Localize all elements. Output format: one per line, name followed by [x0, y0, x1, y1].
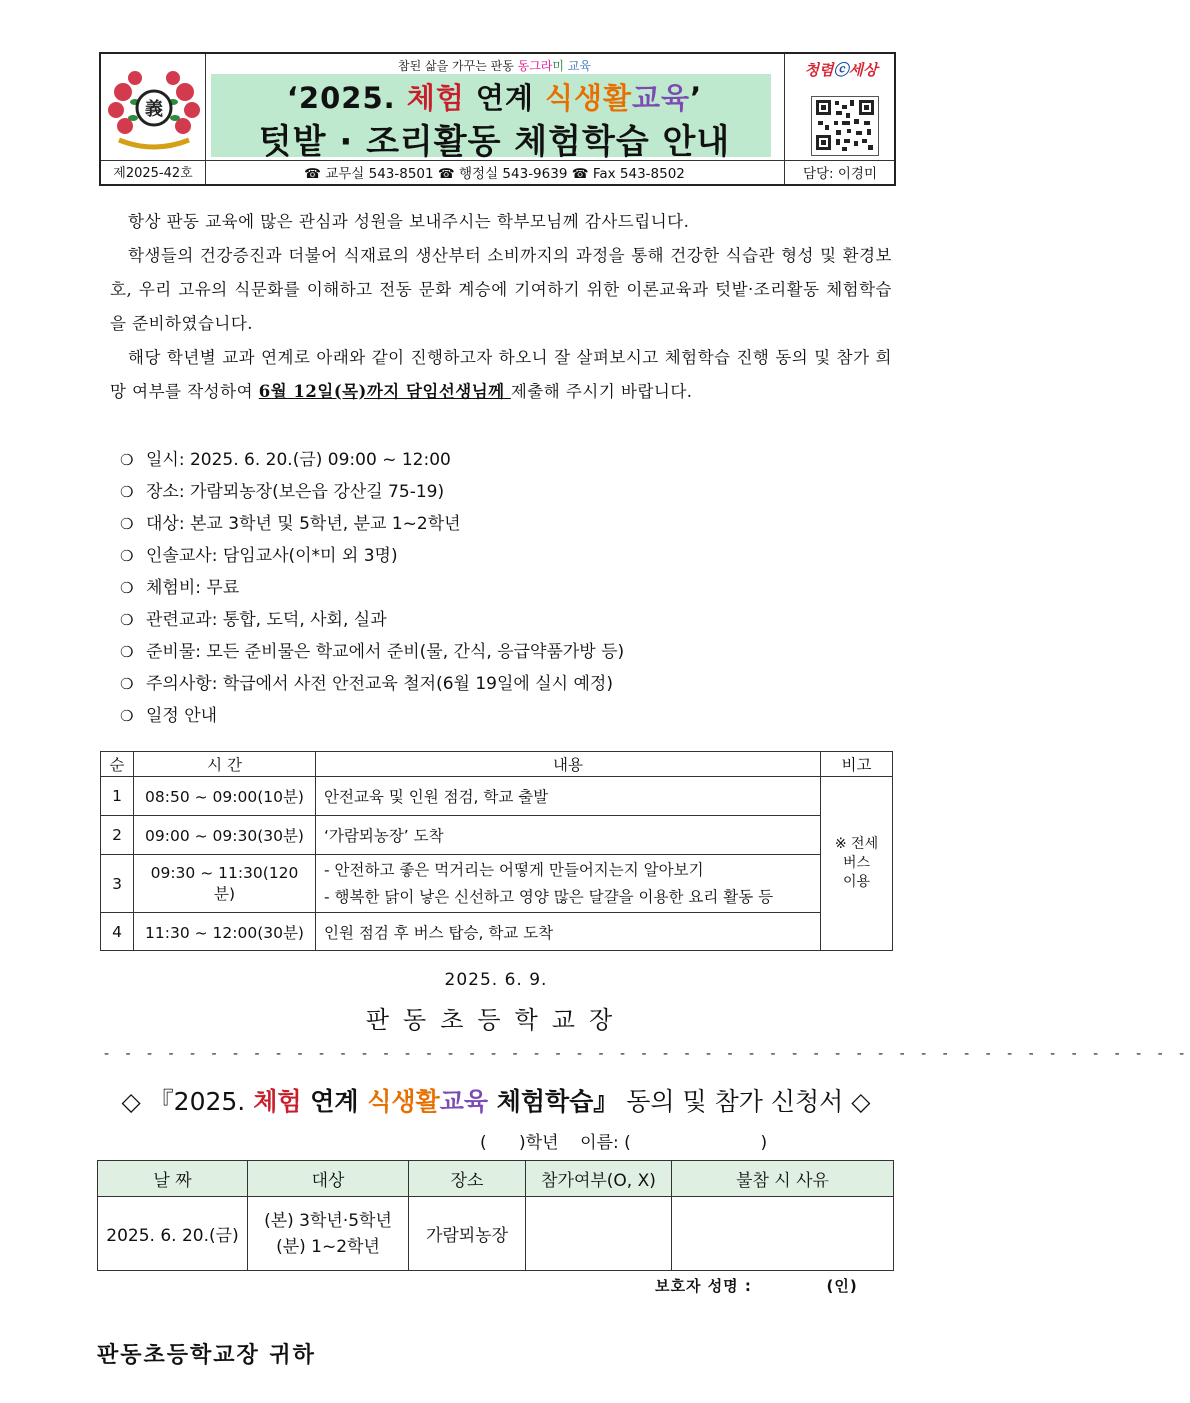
page-title: 텃밭 · 조리활동 체험학습 안내: [258, 122, 731, 162]
table-row: 2 09:00 ~ 09:30(30분) ‘가람뫼농장’ 도착: [101, 816, 893, 855]
list-item: ❍ 체험비: 무료: [120, 578, 240, 598]
reason-field[interactable]: [672, 1197, 894, 1271]
intro-text: [110, 205, 892, 409]
header-box: [99, 52, 896, 186]
slogan: 참된 삶을 가꾸는 판동 동그라미 교육: [398, 59, 591, 73]
issue-number: 제2025-42호: [113, 166, 193, 181]
title-line-1: ‘2025. 체험 연계 식생활교육’: [286, 81, 703, 115]
cut-line: - - - - - - - - - - - - - - - - - - - - - - - - - - - - - - - - - - - - - - - - - - - - - - - - - - -: [104, 1046, 1190, 1062]
table-row: 4 11:30 ~ 12:00(30분) 인원 점검 후 버스 탑승, 학교 도착: [101, 913, 893, 951]
form-title: ◇ 『2025. 체험 연계 식생활교육 체험학습』 동의 및 참가 신청서 ◇: [121, 1087, 871, 1116]
svg-text:義: 義: [145, 99, 163, 120]
table-row: 3 09:30 ~ 11:30(120분) - 안전하고 좋은 먹거리는 어떻게 만들어지는지 알아보기 - 행복한 닭이 낳은 신선하고 영양 많은 달걀을 이용한 요리 활동 등: [101, 855, 893, 913]
manager: 담당: 이경미: [802, 166, 878, 182]
paragraph-2: 학생들의 건강증진과 더불어 식재료의 생산부터 소비까지의 과정을 통해 건강한 식습관 형성 및 환경보호, 우리 고유의 식문화를 이해하고 전동 문화 계승에 기여하기 위한 이론교육과 텃밭·조리활동 체험학습을 준비하였습니다.: [110, 246, 892, 333]
guardian-signature[interactable]: 보호자 성명 : (인): [655, 1277, 858, 1295]
list-item: ❍ 장소: 가람뫼농장(보은읍 강산길 75-19): [120, 482, 445, 502]
list-item: ❍ 인솔교사: 담임교사(이*미 외 3명): [120, 546, 398, 566]
principal-title: 판동초등학교장: [365, 1006, 627, 1034]
schedule-table: 순 시 간 내용 비고 1 08:50 ~ 09:00(10분) 안전교육 및 인원 점검, 학교 출발 ※ 전세 버스 이용 2 09:00 ~ 09:30(30분) ‘가람뫼농장’ 도착 3 09:30 ~ 11:30(120분) - 안전하고 좋은 먹거리는 어떻게 만들어지는지 알아보기 - 행복한 닭이 낳은 신선하고 영양 많은 달걀을 이용한 요리 활동 등 4 11:30 ~ 12:00(30분) 인원 점검 후 버스 탑승, 학교 도착: [100, 751, 893, 951]
issue-date: 2025. 6. 9.: [444, 970, 548, 990]
list-item: ❍ 일정 안내: [120, 706, 218, 726]
contact-phones: ☎ 교무실 543-8501 ☎ 행정실 543-9639 ☎ Fax 543-8502: [304, 166, 685, 182]
table-row: 2025. 6. 20.(금) (본) 3학년·5학년 (분) 1~2학년 가람뫼농장: [98, 1197, 894, 1271]
integrity-logo: 청렴ⓒ세상: [804, 61, 878, 79]
student-info-line[interactable]: ( )학년 이름: ( ): [480, 1133, 768, 1153]
list-item: ❍ 주의사항: 학급에서 사전 안전교육 철저(6월 19일에 실시 예정): [120, 674, 613, 694]
school-emblem-icon: [105, 62, 203, 156]
table-row: 1 08:50 ~ 09:00(10분) 안전교육 및 인원 점검, 학교 출발 ※ 전세 버스 이용: [101, 777, 893, 816]
list-item: ❍ 관련교과: 통합, 도덕, 사회, 실과: [120, 610, 387, 630]
application-table: 날 짜 대상 장소 참가여부(O, X) 불참 시 사유 2025. 6. 20.(금) (본) 3학년·5학년 (분) 1~2학년 가람뫼농장: [97, 1160, 894, 1271]
participate-field[interactable]: [526, 1197, 672, 1271]
paragraph-1: 항상 판동 교육에 많은 관심과 성원을 보내주시는 학부모님께 감사드립니다.: [128, 212, 690, 231]
bullet-list: [120, 444, 624, 732]
list-item: ❍ 일시: 2025. 6. 20.(금) 09:00 ~ 12:00: [120, 450, 451, 470]
list-item: ❍ 대상: 본교 3학년 및 5학년, 분교 1~2학년: [120, 514, 461, 534]
qr-code-icon: [811, 96, 879, 156]
note-cell: ※ 전세 버스 이용: [821, 777, 893, 951]
list-item: ❍ 준비물: 모든 준비물은 학교에서 준비(물, 간식, 응급약품가방 등): [120, 642, 625, 662]
deadline: 6월 12일(목)까지 담임선생님께: [258, 382, 511, 401]
paragraph-3: 해당 학년별 교과 연계로 아래와 같이 진행하고자 하오니 잘 살펴보시고 체험학습 진행 동의 및 참가 희망 여부를 작성하여 6월 12일(목)까지 담임선생님께 제출해 주시기 바랍니다.: [110, 348, 892, 401]
addressee: 판동초등학교장 귀하: [97, 1342, 316, 1368]
